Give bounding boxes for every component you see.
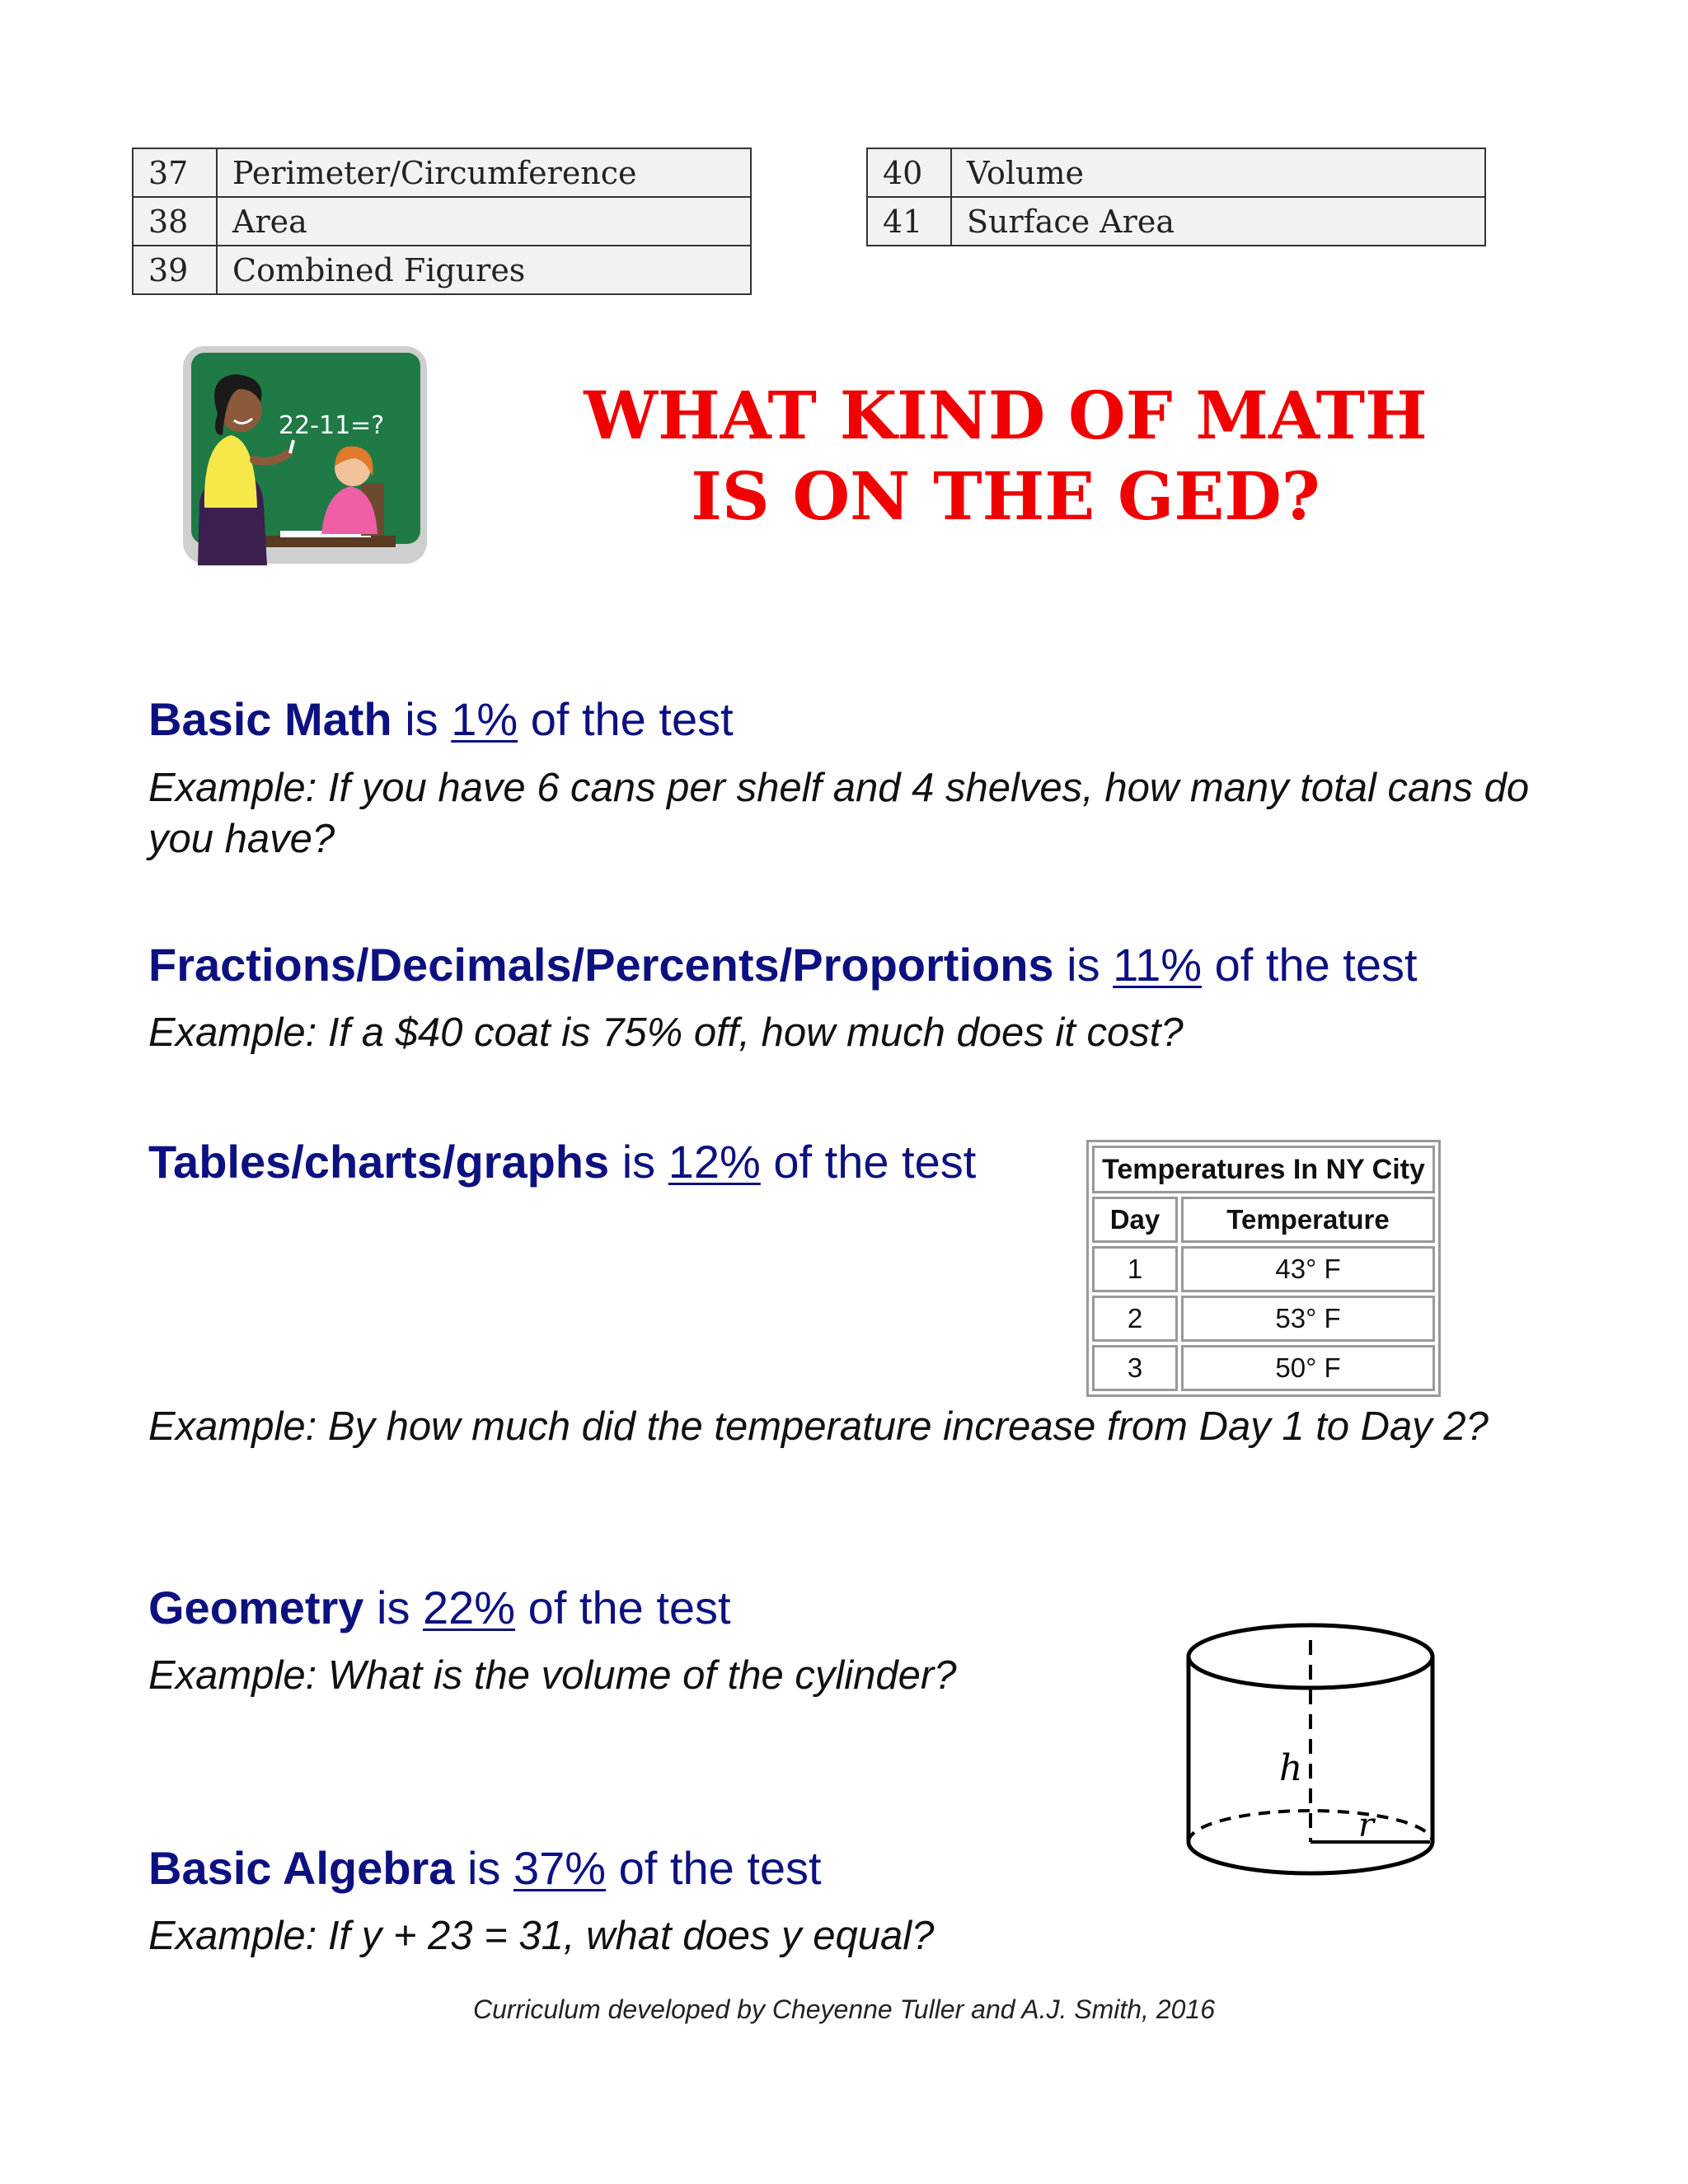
section-is: is — [1067, 939, 1100, 991]
topic-name: Area — [217, 197, 751, 246]
example-algebra: Example: If y + 23 = 31, what does y equal? — [148, 1914, 935, 1958]
cell-temperature: 53° F — [1181, 1296, 1435, 1342]
table-row — [133, 148, 751, 197]
section-is: is — [405, 693, 438, 745]
table-row — [1092, 1197, 1435, 1243]
cell-temperature: 43° F — [1181, 1246, 1435, 1292]
table-row — [1092, 1146, 1435, 1193]
section-is: is — [621, 1136, 656, 1188]
cell-temperature: 50° F — [1181, 1345, 1435, 1391]
topic-number: 41 — [867, 197, 951, 246]
example-geometry: Example: What is the volume of the cylinder? — [148, 1653, 957, 1698]
section-percent: 1% — [451, 693, 518, 745]
column-header-day: Day — [1092, 1197, 1178, 1243]
topic-number: 39 — [133, 246, 217, 294]
footer-credit: Curriculum developed by Cheyenne Tuller and A.J. Smith, 2016 — [472, 1994, 1216, 2024]
cell-day: 2 — [1092, 1296, 1178, 1342]
section-heading-fractions — [148, 938, 1418, 992]
section-suffix: of the test — [530, 693, 734, 745]
section-heading-algebra — [148, 1841, 822, 1896]
cylinder-bottom-front — [1189, 1842, 1432, 1873]
section-is: is — [467, 1842, 501, 1894]
example-basic-math: Example: If you have 6 cans per shelf and 4 shelves, how many total cans do you have? — [148, 766, 1530, 861]
topic-name: Combined Figures — [217, 246, 751, 294]
teacher-chalkboard-illustration — [181, 344, 429, 565]
table-row — [867, 197, 1485, 246]
section-suffix: of the test — [618, 1842, 822, 1894]
topic-number: 37 — [133, 148, 217, 197]
topic-name: Volume — [951, 148, 1485, 197]
column-header-temperature: Temperature — [1181, 1197, 1435, 1243]
section-heading-tables — [148, 1135, 976, 1189]
table-row — [133, 197, 751, 246]
title-line-1: WHAT KIND OF MATH — [584, 377, 1428, 454]
topic-number: 38 — [133, 197, 217, 246]
section-topic: Basic Math — [148, 693, 392, 745]
section-percent: 37% — [513, 1842, 607, 1894]
board-equation: 22-11=? — [279, 411, 385, 440]
temperature-table — [1086, 1140, 1441, 1397]
section-topic: Basic Algebra — [148, 1842, 455, 1894]
topic-number: 40 — [867, 148, 951, 197]
cylinder-diagram — [1179, 1615, 1442, 1887]
example-tables: Example: By how much did the temperature increase from Day 1 to Day 2? — [148, 1404, 1489, 1449]
topics-table-left — [132, 148, 752, 295]
topic-name: Surface Area — [951, 197, 1485, 246]
table-row — [1092, 1246, 1435, 1292]
height-label: h — [1279, 1747, 1303, 1789]
section-heading-basic-math — [148, 692, 734, 747]
example-fractions: Example: If a $40 coat is 75% off, how much does it cost? — [148, 1010, 1184, 1055]
cell-day: 3 — [1092, 1345, 1178, 1391]
topics-table-right — [866, 148, 1486, 246]
table-row — [1092, 1296, 1435, 1342]
section-percent: 12% — [668, 1136, 761, 1188]
radius-label: r — [1358, 1807, 1375, 1844]
section-suffix: of the test — [528, 1582, 731, 1633]
section-topic: Geometry — [148, 1582, 364, 1633]
section-is: is — [377, 1582, 410, 1633]
table-row — [867, 148, 1485, 197]
section-topic: Tables/charts/graphs — [148, 1136, 610, 1188]
section-suffix: of the test — [1214, 939, 1418, 991]
section-heading-geometry — [148, 1581, 731, 1635]
page-title — [462, 375, 1550, 537]
table-row — [133, 246, 751, 294]
section-percent: 22% — [423, 1582, 516, 1633]
section-topic: Fractions/Decimals/Percents/Proportions — [148, 939, 1054, 991]
cell-day: 1 — [1092, 1246, 1178, 1292]
topic-name: Perimeter/Circumference — [217, 148, 751, 197]
table-caption: Temperatures In NY City — [1092, 1146, 1435, 1193]
section-percent: 11% — [1113, 939, 1203, 991]
table-row — [1092, 1345, 1435, 1391]
title-line-2: IS ON THE GED? — [691, 457, 1320, 535]
section-suffix: of the test — [773, 1136, 977, 1188]
